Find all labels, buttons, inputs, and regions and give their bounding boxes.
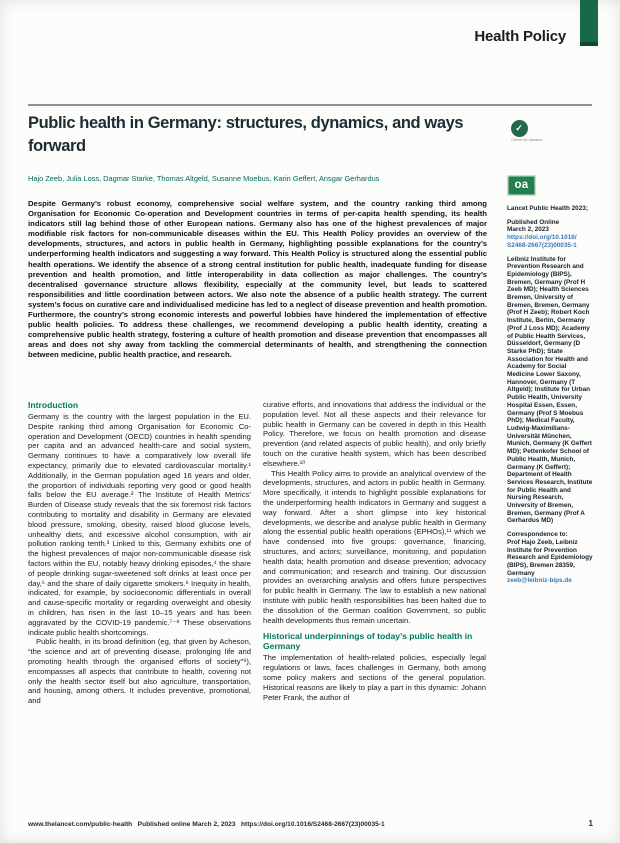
article-title: Public health in Germany: structures, dynamics, and ways forward — [28, 114, 464, 155]
published-date: March 2, 2023 — [507, 226, 549, 234]
crossmark-icon: ✓ — [511, 120, 528, 137]
header-divider — [28, 104, 592, 106]
historical-heading: Historical underpinnings of today’s public health in Germany — [263, 631, 473, 652]
historical-paragraph-1: The implementation of health-related policies, especially legal regulations or laws, faces challenges in Germany, both among some policy makers and sections of the general population. Historical reasons are likely to play a part in this dynamic: Johann Peter Frank, the author of — [263, 653, 486, 702]
doi-link-line2[interactable]: S2468-2667(23)00035-1 — [507, 241, 577, 249]
published-online-block — [507, 219, 594, 250]
crossmark-badge[interactable] — [506, 120, 543, 145]
crossmark-caption: Check for updates — [511, 138, 543, 143]
abstract-text: Despite Germany’s robust economy, comprehensive social welfare system, and the country ranking third among Organisation for Economic Co-operation and Development countries in terms of per-capita health spending, its health indicators still lag behind those of other European nations. Germany also has one of the highest prevalences of major modifiable risk factors for non-communicable diseases within the EU. This Health Policy provides an overview of the developments, structures, and actors in public health in Germany, highlighting possible explanations for the country’s underperforming health indicators and suggesting a way forward. This Health Policy is structured along the essential public health operations. We identify the absence of a strong central institution for public health, inadequate funding for disease prevention and health promotion, and little interoperability in data collection as major challenges. The country’s decentralised governance structure allows flexibility, especially at the community level, but leads to scattered responsibilities and little coordination between actors. We also note the absence of a public health strategy. The current system’s focus on curative care and individualised medicine has led to a neglect of disease prevention and health promotion. Furthermore, the country’s strong economic interests and powerful lobbies have hindered the implementation of effective public health policies. To address these challenges, we recommend developing a public health identity, creating a comprehensive public health strategy, fostering a culture of health promotion and disease prevention that encompasses all areas and does not shy away from tackling the commercial determinants of health, and strengthening the connection between medicine, public health practice, and research. — [28, 199, 487, 360]
intro-paragraph-4: This Health Policy aims to provide an analytical overview of the developments, structures, and actors in public health in Germany. More specifically, it intends to highlight possible explanations for the underperforming health indicators in Germany and suggest a way forward. After a short glimpse into key historical developments, we describe and analyse public health in Germany along the essential public health operations (EPHOs),¹¹ which we have condensed into five groups: governance, financing, structures, and actors; surveillance, monitoring, and population health data; health promotion and disease prevention; advocacy and communication; and research and training. Our discussion provides an overarching analysis and offers future perspectives for public health in Germany. The law to establish a new national institute with public health responsibilities has been halted due to the dissolution of the German coalition Government, so public health developments thus remain uncertain. — [263, 468, 486, 625]
body-columns — [28, 400, 486, 706]
open-access-label: oa — [514, 178, 529, 191]
author-list: Hajo Zeeb, Julia Loss, Dagmar Starke, Thomas Altgeld, Susanne Moebus, Karin Geffert, Ansgar Gerhardus — [28, 174, 380, 183]
page-footer — [28, 819, 593, 828]
intro-paragraph-2: Public health, in its broad definition (eg, that given by Acheson, “the science and art of preventing disease, prolonging life and promoting health through the organised efforts of society”⁹), encompasses all aspects that contribute to health, covering not only the health sector itself but also agriculture, transportation, and housing, among others. It includes preventive, promotional, and — [28, 637, 251, 706]
intro-paragraph-1: Germany is the country with the largest population in the EU. Despite ranking third among Organisation for Economic Co-operation and Development (OECD) countries in health spending per capita and an advanced health-care and social system, Germany continues to have a comparatively low overall life expectancy, primarily due to elevated cardiovascular mortality.¹ Additionally, in the German population aged 16 years and older, the proportion of individuals reporting very good or good health falls below the EU average.² The Institute of Health Metrics’ Burden of Disease study reveals that the six foremost risk factors contributing to mortality and disability in Germany are elevated blood pressure, smoking, obesity, raised blood glucose levels, unhealthy diets, and excessive alcohol consumption, with air pollution ranking tenth.³ Linked to this, Germany exhibits one of the highest prevalences of major non-communicable disease risk factors within the EU, notably heavy drinking episodes,⁴ the share of people drinking sugar-sweetened soft drinks at least once per day,⁵ and the share of daily cigarette smokers.⁶ Inequity in health, indicated, for example, by socioeconomic differentials in overall and cause-specific mortality or regarding overweight and obesity in children, has risen in the last 10–15 years and has been aggravated by the COVID-19 pandemic.⁷⁻⁸ These observations indicate public health shortcomings. — [28, 412, 251, 637]
section-label: Health Policy — [474, 28, 566, 45]
body-column-right — [263, 400, 486, 706]
lancet-brand-bar — [580, 0, 598, 46]
intro-paragraph-3: curative efforts, and innovations that address the individual or the population level. Not all these aspects and their relevance for public health in Germany can be covered in depth in this Health Policy. Therefore, we focus on health promotion and disease prevention (and related aspects of public health), and only briefly touch on the curative health system, which has been described elsewhere.¹⁰ — [263, 400, 486, 468]
doi-link-line1[interactable]: https://doi.org/10.1016/ — [507, 234, 577, 242]
open-access-badge — [507, 175, 536, 196]
affiliations-text: Leibniz Institute for Prevention Research and Epidemiology (BIPS), Bremen, Germany (Prof H Zeeb MD); Health Sciences Bremen, University of Bremen, Bremen, Germany (Prof H Zeeb); Robert Koch Institute, Berlin, Germany (Prof J Loss MD); Academy of Public Health Services, Düsseldorf, Germany (D Starke PhD); State Association for Health and Academy for Social Medicine Lower Saxony, Hannover, Germany (T Altgeld); Institute for Urban Public Health, University Hospital Essen, Essen, Germany (Prof S Moebus PhD); Medical Faculty, Ludwig-Maximilians-Universität München, Munich, Germany (K Geffert MD); Pettenkofer School of Public Health, Munich, Germany (K Geffert); Department of Health Services Research, Institute for Public Health and Nursing Research, University of Bremen, Bremen, Germany (Prof A Gerhardus MD) — [507, 255, 593, 525]
correspondence-email-link[interactable]: zeeb@leibniz-bips.de — [507, 577, 572, 585]
article-metadata-sidebar — [507, 205, 594, 591]
body-column-left — [28, 400, 251, 706]
published-online-label: Published Online — [507, 218, 560, 226]
correspondence-address: Prof Hajo Zeeb, Leibniz Institute for Prevention Research and Epidemiology (BIPS), Bremen 28359, Germany — [507, 538, 593, 577]
citation-line: Lancet Public Health 2023; — [507, 205, 588, 212]
intro-heading: Introduction — [28, 400, 79, 410]
correspondence-block — [507, 531, 594, 585]
correspondence-label: Correspondence to: — [507, 531, 568, 539]
footer-citation: www.thelancet.com/public-health Published online March 2, 2023 https://doi.org/10.1016/S2468-2667(23)00035-1 — [28, 821, 385, 828]
page-number: 1 — [588, 819, 593, 828]
